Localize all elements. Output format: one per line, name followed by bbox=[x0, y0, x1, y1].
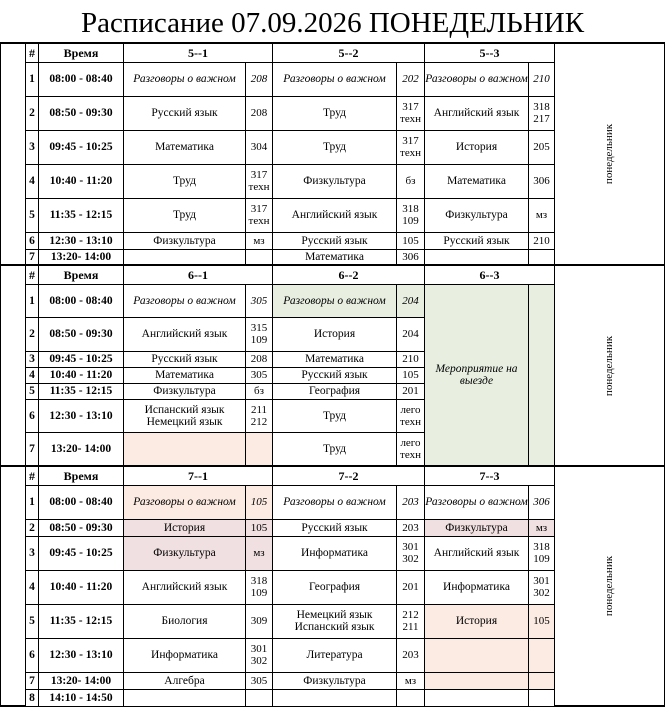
room-cell: мз bbox=[246, 232, 273, 249]
room-cell: 203 bbox=[397, 638, 425, 672]
room-cell: 212 211 bbox=[397, 604, 425, 638]
period-time: 08:50 - 09:30 bbox=[39, 96, 124, 130]
room-cell: 210 bbox=[397, 351, 425, 367]
room-cell: 305 bbox=[246, 284, 273, 317]
subject-cell: Русский язык bbox=[273, 232, 397, 249]
period-number: 4 bbox=[26, 367, 39, 383]
subject-cell: Разговоры о важном bbox=[273, 62, 397, 96]
subject-cell: География bbox=[273, 383, 397, 399]
period-time: 08:50 - 09:30 bbox=[39, 519, 124, 536]
room-cell: 208 bbox=[246, 96, 273, 130]
subject-cell: История bbox=[425, 130, 529, 164]
room-cell: 305 bbox=[246, 367, 273, 383]
room-cell: 317 техн bbox=[397, 96, 425, 130]
subject-cell: Русский язык bbox=[124, 96, 246, 130]
subject-cell: Английский язык bbox=[425, 96, 529, 130]
period-time: 12:30 - 13:10 bbox=[39, 399, 124, 432]
subject-cell bbox=[425, 249, 529, 265]
period-time: 09:45 - 10:25 bbox=[39, 130, 124, 164]
subject-cell: Разговоры о важном bbox=[124, 284, 246, 317]
subject-cell: Английский язык bbox=[425, 536, 529, 570]
period-time: 10:40 - 11:20 bbox=[39, 164, 124, 198]
period-number: 6 bbox=[26, 232, 39, 249]
room-cell: 315 109 bbox=[246, 317, 273, 351]
period-number: 3 bbox=[26, 130, 39, 164]
subject-cell: История bbox=[425, 604, 529, 638]
subject-cell: Труд bbox=[124, 198, 246, 232]
room-cell: 208 bbox=[246, 62, 273, 96]
period-time: 08:00 - 08:40 bbox=[39, 284, 124, 317]
schedule-table bbox=[0, 42, 665, 707]
room-cell: 205 bbox=[529, 130, 555, 164]
subject-cell: Разговоры о важном bbox=[124, 485, 246, 519]
subject-cell: Физкультура bbox=[124, 536, 246, 570]
room-cell: лего техн bbox=[397, 432, 425, 466]
class-header: 6--1 bbox=[124, 265, 273, 284]
subject-cell: Английский язык bbox=[273, 198, 397, 232]
period-time: 09:45 - 10:25 bbox=[39, 536, 124, 570]
period-time: 09:45 - 10:25 bbox=[39, 351, 124, 367]
period-time: 08:00 - 08:40 bbox=[39, 485, 124, 519]
subject-cell: Физкультура bbox=[425, 519, 529, 536]
period-time: 10:40 - 11:20 bbox=[39, 367, 124, 383]
subject-cell: Труд bbox=[273, 399, 397, 432]
period-time: 08:50 - 09:30 bbox=[39, 317, 124, 351]
room-cell: 105 bbox=[397, 232, 425, 249]
period-number: 8 bbox=[26, 689, 39, 706]
room-cell: 305 bbox=[246, 672, 273, 689]
room-cell bbox=[529, 249, 555, 265]
period-time: 13:20- 14:00 bbox=[39, 249, 124, 265]
room-cell: бз bbox=[397, 164, 425, 198]
subject-cell bbox=[425, 689, 529, 706]
room-cell: 202 bbox=[397, 62, 425, 96]
subject-cell bbox=[124, 249, 246, 265]
subject-cell: Труд bbox=[273, 130, 397, 164]
period-number: 4 bbox=[26, 164, 39, 198]
room-cell: 318 109 bbox=[246, 570, 273, 604]
subject-cell: Русский язык bbox=[273, 519, 397, 536]
period-number: 7 bbox=[26, 672, 39, 689]
day-label-text: понедельник bbox=[603, 555, 616, 617]
period-number: 4 bbox=[26, 570, 39, 604]
room-cell: мз bbox=[529, 519, 555, 536]
room-cell: 306 bbox=[529, 485, 555, 519]
period-number: 3 bbox=[26, 351, 39, 367]
period-number: 1 bbox=[26, 62, 39, 96]
column-header-time: Время bbox=[39, 265, 124, 284]
period-time: 12:30 - 13:10 bbox=[39, 638, 124, 672]
column-header-time: Время bbox=[39, 43, 124, 62]
column-header-num: # bbox=[26, 466, 39, 485]
day-label-text: понедельник bbox=[603, 335, 616, 396]
class-header: 7--2 bbox=[273, 466, 425, 485]
period-time: 14:10 - 14:50 bbox=[39, 689, 124, 706]
subject-cell: Физкультура bbox=[425, 198, 529, 232]
room-cell bbox=[529, 689, 555, 706]
room-cell: 210 bbox=[529, 232, 555, 249]
class-header: 5--3 bbox=[425, 43, 555, 62]
subject-cell: Математика bbox=[273, 249, 397, 265]
column-header-num: # bbox=[26, 265, 39, 284]
subject-cell: Русский язык bbox=[273, 367, 397, 383]
room-cell: 210 bbox=[529, 62, 555, 96]
room-cell: 203 bbox=[397, 519, 425, 536]
room-cell: 317 техн bbox=[246, 164, 273, 198]
subject-cell: Английский язык bbox=[124, 570, 246, 604]
period-time: 11:35 - 12:15 bbox=[39, 604, 124, 638]
room-cell: 105 bbox=[246, 519, 273, 536]
room-cell bbox=[529, 638, 555, 672]
subject-cell: Разговоры о важном bbox=[425, 485, 529, 519]
subject-cell: Физкультура bbox=[124, 232, 246, 249]
room-cell: 208 bbox=[246, 351, 273, 367]
room-cell: 301 302 bbox=[246, 638, 273, 672]
subject-cell: Математика bbox=[124, 367, 246, 383]
period-time: 08:00 - 08:40 bbox=[39, 62, 124, 96]
period-number: 1 bbox=[26, 284, 39, 317]
class-header: 7--1 bbox=[124, 466, 273, 485]
room-cell: 317 техн bbox=[246, 198, 273, 232]
subject-cell: Разговоры о важном bbox=[425, 62, 529, 96]
subject-cell: История bbox=[124, 519, 246, 536]
period-number: 6 bbox=[26, 638, 39, 672]
period-number: 7 bbox=[26, 432, 39, 466]
room-cell bbox=[529, 672, 555, 689]
subject-cell: Разговоры о важном bbox=[273, 485, 397, 519]
event-room-cell bbox=[529, 284, 555, 466]
room-cell bbox=[397, 689, 425, 706]
room-cell: 318 109 bbox=[529, 536, 555, 570]
subject-cell: Русский язык bbox=[425, 232, 529, 249]
subject-cell: Испанский язык Немецкий язык bbox=[124, 399, 246, 432]
class-header: 7--3 bbox=[425, 466, 555, 485]
column-header-num: # bbox=[26, 43, 39, 62]
subject-cell: Разговоры о важном bbox=[124, 62, 246, 96]
subject-cell bbox=[124, 689, 246, 706]
event-cell: Мероприятие на выезде bbox=[425, 284, 529, 466]
subject-cell: Английский язык bbox=[124, 317, 246, 351]
subject-cell: География bbox=[273, 570, 397, 604]
room-cell: 203 bbox=[397, 485, 425, 519]
subject-cell: Алгебра bbox=[124, 672, 246, 689]
room-cell: лего техн bbox=[397, 399, 425, 432]
period-number: 2 bbox=[26, 96, 39, 130]
class-header: 5--1 bbox=[124, 43, 273, 62]
subject-cell: Биология bbox=[124, 604, 246, 638]
day-label-left bbox=[1, 43, 26, 265]
subject-cell: История bbox=[273, 317, 397, 351]
subject-cell: Информатика bbox=[425, 570, 529, 604]
room-cell: 204 bbox=[397, 284, 425, 317]
subject-cell: Литература bbox=[273, 638, 397, 672]
room-cell: 201 bbox=[397, 570, 425, 604]
period-number: 5 bbox=[26, 604, 39, 638]
day-label-left bbox=[1, 466, 26, 706]
room-cell: 211 212 bbox=[246, 399, 273, 432]
day-label-text: понедельник bbox=[603, 123, 616, 185]
subject-cell: Информатика bbox=[273, 536, 397, 570]
period-number: 5 bbox=[26, 198, 39, 232]
room-cell: 105 bbox=[246, 485, 273, 519]
day-label-left bbox=[1, 265, 26, 466]
period-time: 11:35 - 12:15 bbox=[39, 198, 124, 232]
day-label-right bbox=[555, 43, 665, 265]
subject-cell: Физкультура bbox=[273, 164, 397, 198]
class-header: 6--2 bbox=[273, 265, 425, 284]
room-cell: 318 109 bbox=[397, 198, 425, 232]
day-label-right bbox=[555, 265, 665, 466]
subject-cell: Труд bbox=[273, 96, 397, 130]
subject-cell bbox=[273, 689, 397, 706]
period-number: 3 bbox=[26, 536, 39, 570]
room-cell: 317 техн bbox=[397, 130, 425, 164]
subject-cell: Информатика bbox=[124, 638, 246, 672]
room-cell: 306 bbox=[397, 249, 425, 265]
room-cell: мз bbox=[397, 672, 425, 689]
period-time: 13:20- 14:00 bbox=[39, 432, 124, 466]
subject-cell: Разговоры о важном bbox=[273, 284, 397, 317]
period-number: 2 bbox=[26, 519, 39, 536]
subject-cell: Математика bbox=[124, 130, 246, 164]
room-cell: 105 bbox=[397, 367, 425, 383]
class-header: 6--3 bbox=[425, 265, 555, 284]
subject-cell: Математика bbox=[425, 164, 529, 198]
subject-cell: Физкультура bbox=[273, 672, 397, 689]
period-time: 10:40 - 11:20 bbox=[39, 570, 124, 604]
class-header: 5--2 bbox=[273, 43, 425, 62]
subject-cell: Математика bbox=[273, 351, 397, 367]
room-cell bbox=[246, 689, 273, 706]
page-title: Расписание 07.09.2026 ПОНЕДЕЛЬНИК bbox=[80, 7, 585, 39]
subject-cell: Труд bbox=[273, 432, 397, 466]
period-number: 5 bbox=[26, 383, 39, 399]
room-cell: 318 217 bbox=[529, 96, 555, 130]
room-cell: бз bbox=[246, 383, 273, 399]
room-cell: мз bbox=[529, 198, 555, 232]
column-header-time: Время bbox=[39, 466, 124, 485]
day-label-right bbox=[555, 466, 665, 706]
subject-cell: Русский язык bbox=[124, 351, 246, 367]
period-time: 11:35 - 12:15 bbox=[39, 383, 124, 399]
subject-cell bbox=[124, 432, 246, 466]
period-time: 12:30 - 13:10 bbox=[39, 232, 124, 249]
room-cell bbox=[246, 432, 273, 466]
room-cell: 304 bbox=[246, 130, 273, 164]
room-cell: 301 302 bbox=[397, 536, 425, 570]
subject-cell: Физкультура bbox=[124, 383, 246, 399]
period-number: 2 bbox=[26, 317, 39, 351]
period-number: 6 bbox=[26, 399, 39, 432]
subject-cell: Немецкий язык Испанский язык bbox=[273, 604, 397, 638]
period-number: 1 bbox=[26, 485, 39, 519]
subject-cell bbox=[425, 672, 529, 689]
subject-cell: Труд bbox=[124, 164, 246, 198]
room-cell: 201 bbox=[397, 383, 425, 399]
period-number: 7 bbox=[26, 249, 39, 265]
room-cell: 309 bbox=[246, 604, 273, 638]
room-cell: мз bbox=[246, 536, 273, 570]
room-cell: 301 302 bbox=[529, 570, 555, 604]
room-cell: 306 bbox=[529, 164, 555, 198]
period-time: 13:20- 14:00 bbox=[39, 672, 124, 689]
subject-cell bbox=[425, 638, 529, 672]
room-cell: 105 bbox=[529, 604, 555, 638]
room-cell bbox=[246, 249, 273, 265]
room-cell: 204 bbox=[397, 317, 425, 351]
